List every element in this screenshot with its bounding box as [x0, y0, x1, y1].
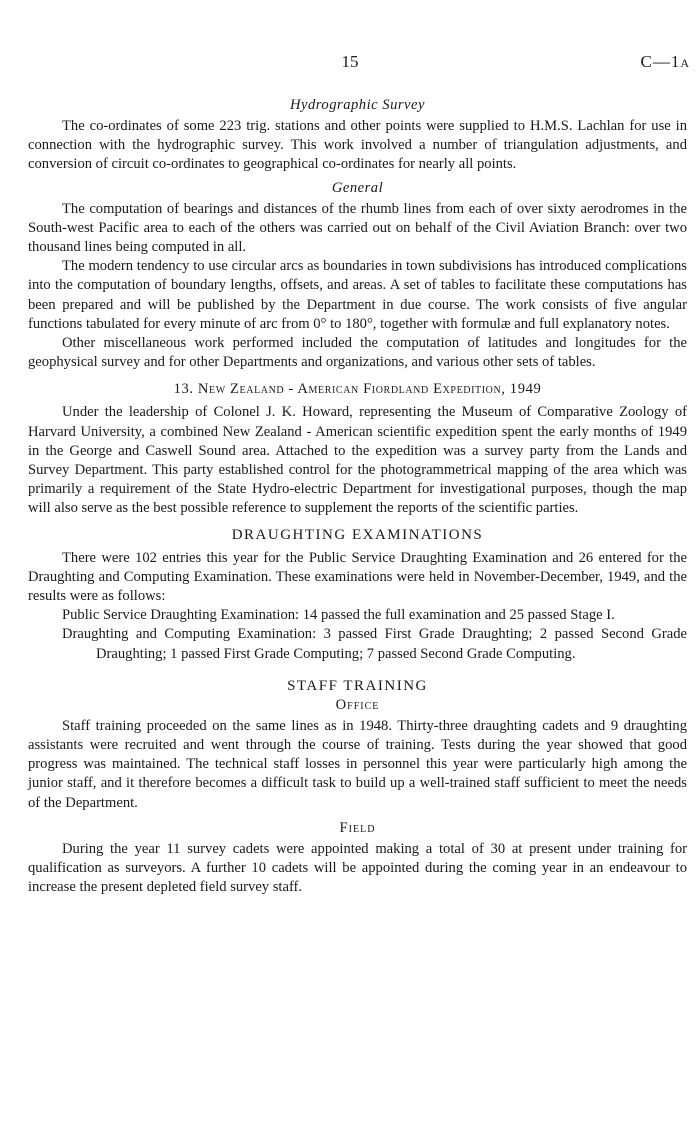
field-paragraph: During the year 11 survey cadets were appointed making a total of 30 at present under training for qualification as surveyors. A further 10 cadets will be appointed during the coming year in an endeavour to increase the present depleted field survey staff. [28, 840, 687, 896]
page-reference-main: C—1 [640, 52, 681, 71]
draughting-heading: DRAUGHTING EXAMINATIONS [231, 526, 484, 543]
hydrographic-heading: Hydrographic Survey [289, 97, 425, 113]
general-paragraph-3: Other miscellaneous work performed included the computation of latitudes and longitudes for the geophysical survey and for other Departments and organizations, and various other sets of tables. [28, 335, 687, 371]
general-paragraph-1: The computation of bearings and distances of the rhumb lines from each of over sixty aerodromes in the South-west Pacific area to each of the others was carried out on behalf of the Civil Aviation Branch: over two thousand lines being computed in all. [28, 200, 687, 256]
page-reference [640, 52, 690, 72]
field-heading: Field [339, 819, 376, 836]
expedition-paragraph: Under the leadership of Colonel J. K. Howard, representing the Museum of Comparative Zoology of Harvard University, a combined New Zealand - American scientific expedition spent the early months of 1949 in the George and Caswell Sound area. Attached to the expedition was a survey party from the Lands and Survey Department. This party established control for the photogrammetrical mapping of the area which was primarily a requirement of the State Hydro-electric Department for investigational purposes, though the map will also serve as the best possible reference to supplement the reports of the scientific parties. [28, 404, 687, 517]
staff-training-heading: STAFF TRAINING [287, 677, 428, 694]
page-reference-suffix: A [680, 56, 690, 70]
hydrographic-paragraph: The co-ordinates of some 223 trig. stations and other points were supplied to H.M.S. Lachlan for use in connection with the hydrographic survey. This work involved a number of triangulation adjustments, and conversion of circuit co-ordinates to geographical co-ordinates for nearly all points. [28, 118, 687, 173]
office-heading: Office [335, 696, 380, 713]
draughting-paragraph: There were 102 entries this year for the Public Service Draughting Examination and 26 entered for the Draughting and Computing Examination. These examinations were held in November-December, 1949, and the results were as follows: [28, 549, 687, 605]
general-paragraph-2: The modern tendency to use circular arcs as boundaries in town subdivisions has introduced complications into the computation of boundary lengths, offsets, and areas. A set of tables to facilitate these computations has been prepared and will be published by the Department in due course. The work consists of five angular functions tabulated for every minute of arc from 0° to 180°, together with formulæ and full explanatory notes. [28, 258, 687, 332]
draughting-result-2: Draughting and Computing Examination: 3 passed First Grade Draughting; 2 passed Second Grade Draughting; 1 passed First Grade Computing; 7 passed Second Grade Computing. [62, 626, 687, 662]
general-heading: General [331, 179, 384, 196]
page-number: 15 [341, 52, 359, 71]
page-header [0, 52, 700, 76]
expedition-heading: 13. New Zealand - American Fiordland Expedition, 1949 [173, 381, 542, 398]
document-body [28, 92, 687, 898]
office-paragraph: Staff training proceeded on the same lines as in 1948. Thirty-three draughting cadets and 9 draughting assistants were recruited and went through the course of training. Tests during the year showed that good progress was maintained. The technical staff losses in personnel this year were particularly high among the junior staff, and it therefore becomes a difficult task to build up a well-trained staff sufficient to meet the needs of the Department. [28, 717, 687, 811]
draughting-result-1: Public Service Draughting Examination: 14 passed the full examination and 25 passed Stage I. [62, 607, 615, 624]
